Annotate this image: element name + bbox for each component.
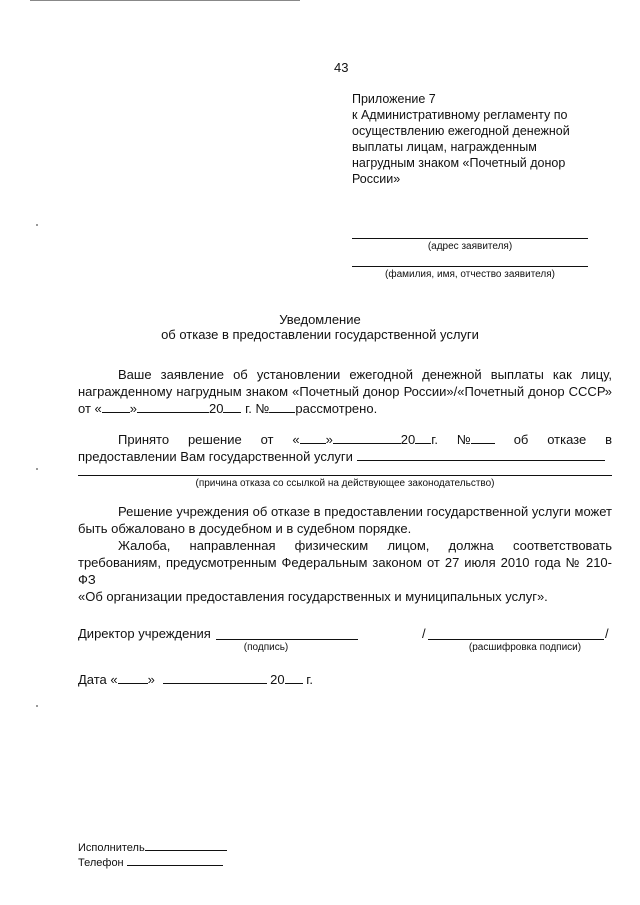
decision-year-blank[interactable] bbox=[415, 431, 431, 444]
service-text: предоставлении Вам государственной услуги bbox=[78, 449, 353, 464]
para1-line2: награжденному нагрудным знаком «Почетный донор России»/«Почетный донор СССР» bbox=[78, 384, 612, 399]
para1-line1: Ваше заявление об установлении ежегодной денежной выплаты как лицу, bbox=[118, 367, 612, 382]
paragraph-appeal bbox=[78, 503, 612, 537]
decoding-caption: (расшифровка подписи) bbox=[468, 642, 582, 653]
para1-line3 bbox=[78, 400, 612, 417]
date-year-blank[interactable] bbox=[285, 671, 303, 684]
decision-word: в bbox=[605, 432, 612, 447]
paragraph-decision bbox=[78, 431, 612, 465]
date-quote-close: » bbox=[147, 672, 155, 687]
date-month-blank[interactable] bbox=[163, 671, 267, 684]
number-sign: № bbox=[456, 432, 471, 447]
year-blank[interactable] bbox=[223, 400, 241, 413]
date-row bbox=[78, 671, 313, 687]
director-label: Директор учреждения bbox=[78, 626, 211, 641]
para3-line1: Решение учреждения об отказе в предоставлении государственной услуги может bbox=[118, 504, 612, 519]
year-suffix: г. bbox=[431, 432, 439, 447]
number-label: г. № bbox=[245, 401, 270, 416]
date-label: Дата « bbox=[78, 672, 118, 687]
from-text: от « bbox=[78, 401, 102, 416]
name-caption: (фамилия, имя, отчество заявителя) bbox=[385, 269, 555, 280]
appendix-line: выплаты лицам, награжденным bbox=[352, 140, 537, 154]
address-caption: (адрес заявителя) bbox=[427, 241, 513, 252]
quote-open: « bbox=[292, 432, 300, 447]
executor-blank[interactable] bbox=[145, 840, 227, 851]
para2-line2 bbox=[78, 448, 612, 465]
name-line[interactable] bbox=[352, 266, 588, 267]
decision-day-blank[interactable] bbox=[300, 431, 326, 444]
paragraph-complaint bbox=[78, 537, 612, 605]
signature-caption: (подпись) bbox=[243, 642, 289, 653]
appendix-line: к Административному регламенту по bbox=[352, 108, 568, 122]
para4-line2: требованиям, предусмотренным Федеральным законом от 27 июля 2010 года № 210-ФЗ bbox=[78, 555, 612, 587]
slash-right: / bbox=[605, 626, 609, 641]
scan-dot bbox=[36, 224, 38, 226]
phone-label: Телефон bbox=[78, 857, 124, 869]
appendix-line: России» bbox=[352, 172, 401, 186]
notice-subtitle: об отказе в предоставлении государственной услуги bbox=[161, 327, 479, 342]
executor-row bbox=[78, 840, 227, 854]
appendix-line: нагрудным знаком «Почетный донор bbox=[352, 156, 566, 170]
scan-dot bbox=[36, 705, 38, 707]
appendix-block bbox=[352, 91, 602, 187]
executor-label: Исполнитель bbox=[78, 842, 145, 854]
signature-line[interactable] bbox=[216, 639, 358, 640]
paragraph-application bbox=[78, 366, 612, 417]
considered-text: рассмотрено. bbox=[295, 401, 378, 416]
date-year-suffix: г. bbox=[306, 672, 313, 687]
slash-left: / bbox=[422, 626, 426, 641]
para2-line1 bbox=[78, 431, 612, 448]
year-text: 20 bbox=[208, 401, 224, 416]
decision-number-blank[interactable] bbox=[471, 431, 495, 444]
scan-dot bbox=[36, 468, 38, 470]
decision-month-blank[interactable] bbox=[333, 431, 401, 444]
service-blank[interactable] bbox=[357, 448, 605, 461]
day-blank[interactable] bbox=[102, 400, 130, 413]
reason-line[interactable] bbox=[78, 475, 612, 476]
decision-word: об bbox=[513, 432, 529, 447]
date-year-text: 20 bbox=[270, 672, 285, 687]
quote-close: » bbox=[129, 401, 137, 416]
date-day-blank[interactable] bbox=[118, 671, 148, 684]
quote-close: » bbox=[325, 432, 333, 447]
address-line[interactable] bbox=[352, 238, 588, 239]
appendix-line: осуществлению ежегодной денежной bbox=[352, 124, 570, 138]
decision-word: отказе bbox=[547, 432, 587, 447]
para4-line1: Жалоба, направленная физическим лицом, должна соответствовать bbox=[118, 538, 612, 553]
decision-year-text: 20 bbox=[400, 432, 416, 447]
decision-word: Принято bbox=[118, 432, 170, 447]
decision-word: от bbox=[260, 432, 274, 447]
para4-line3: «Об организации предоставления государственных и муниципальных услуг». bbox=[78, 589, 548, 604]
para3-line2: быть обжаловано в досудебном и в судебном порядке. bbox=[78, 521, 412, 536]
phone-blank[interactable] bbox=[127, 855, 223, 866]
appendix-title: Приложение 7 bbox=[352, 92, 436, 106]
decoding-line[interactable] bbox=[428, 639, 604, 640]
reason-caption: (причина отказа со ссылкой на действующее законодательство) bbox=[195, 478, 495, 489]
phone-row bbox=[78, 855, 223, 869]
month-blank[interactable] bbox=[137, 400, 209, 413]
page-number: 43 bbox=[334, 60, 349, 75]
top-edge-rule bbox=[30, 0, 300, 1]
number-blank[interactable] bbox=[269, 400, 295, 413]
decision-word: решение bbox=[187, 432, 242, 447]
notice-title: Уведомление bbox=[279, 312, 361, 327]
